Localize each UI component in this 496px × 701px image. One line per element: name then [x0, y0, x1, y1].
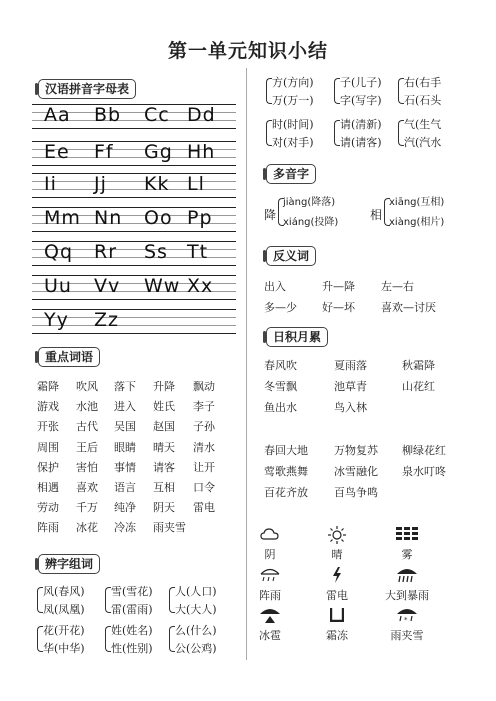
cloud-icon — [253, 526, 287, 545]
group-word: 人(人口) — [175, 585, 217, 598]
key-word: 晴天 — [153, 440, 175, 454]
polyphone-char: 相 — [370, 208, 383, 222]
letter-pair: Xx — [187, 275, 214, 297]
letter-pair: Jj — [94, 173, 107, 195]
group-word: 姓(姓名) — [111, 624, 153, 637]
letter-pair: Gg — [144, 141, 173, 163]
alphabet-row — [32, 173, 236, 197]
key-word: 飘动 — [193, 380, 215, 393]
verse-phrase: 春风吹 — [264, 359, 297, 372]
letter-pair: Ss — [144, 241, 168, 263]
column-divider — [246, 68, 247, 660]
key-word: 吹风 — [76, 380, 98, 393]
verse-phrase: 秋霜降 — [402, 359, 435, 372]
weather-label: 阴 — [264, 548, 276, 561]
weather-label: 晴 — [331, 548, 343, 561]
polyphone-reading: xiáng(投降) — [283, 217, 339, 228]
key-word: 开张 — [37, 420, 59, 434]
key-word: 升降 — [153, 380, 175, 393]
frost-icon — [320, 607, 354, 626]
polyphone-reading: jiàng(降落) — [283, 197, 336, 208]
letter-pair: Hh — [187, 141, 216, 163]
letter-pair: Vv — [94, 275, 121, 297]
alphabet-row — [32, 275, 236, 299]
group-word: 万(万一) — [272, 94, 314, 107]
guide-line — [32, 299, 236, 300]
lightning-icon — [320, 567, 354, 587]
key-word: 姓氏 — [153, 400, 175, 414]
guide-line — [32, 231, 236, 232]
letter-pair: Oo — [144, 207, 173, 229]
weather-label: 霜冻 — [326, 629, 348, 642]
group-word: 时(时间) — [272, 118, 314, 131]
group-word: 右(右手 — [404, 76, 442, 89]
letter-pair: Ff — [94, 141, 114, 163]
group-word: 大(大人) — [175, 603, 217, 616]
verse-phrase: 山花红 — [402, 380, 435, 393]
group-word: 方(方向) — [272, 76, 314, 89]
key-word: 古代 — [76, 420, 98, 434]
sun-icon — [320, 526, 354, 548]
key-word: 语言 — [114, 481, 136, 494]
antonym-pair: 好—坏 — [322, 301, 355, 314]
alphabet-row — [32, 309, 236, 333]
letter-pair: Ee — [44, 141, 70, 163]
key-word: 让开 — [193, 460, 215, 474]
key-word: 保护 — [37, 460, 59, 474]
guide-line — [32, 165, 236, 166]
key-word: 千万 — [76, 501, 98, 515]
key-word: 赵国 — [153, 420, 175, 434]
antonym-pair: 升—降 — [322, 280, 355, 293]
antonym-pair: 多—少 — [264, 301, 297, 314]
key-word: 进入 — [114, 400, 136, 414]
alphabet-row — [32, 141, 236, 165]
key-word: 请客 — [153, 460, 175, 474]
letter-pair: Nn — [94, 207, 123, 229]
letter-pair: Zz — [94, 309, 119, 331]
heavy-rain-icon — [390, 567, 424, 587]
fog-icon — [390, 526, 424, 545]
verse-phrase: 万物复苏 — [334, 444, 378, 457]
letter-pair: Bb — [94, 104, 122, 126]
group-word: 公(公鸡) — [175, 642, 217, 655]
group-word: 请(清新) — [340, 118, 382, 131]
letter-pair: Ii — [44, 173, 57, 195]
antonym-pair: 出入 — [264, 280, 286, 293]
verse-phrase: 柳绿花红 — [402, 444, 446, 457]
key-word: 纯净 — [114, 501, 136, 515]
group-word: 风(春风) — [43, 585, 85, 598]
group-word: 字(写字) — [340, 94, 382, 107]
letter-pair: Pp — [187, 207, 213, 229]
group-word: 请(请客) — [340, 136, 382, 149]
section-word-groups-header: 辨字组词 — [38, 554, 100, 574]
verse-phrase: 泉水叮咚 — [402, 465, 446, 478]
verse-phrase: 冬雪飘 — [264, 380, 297, 393]
key-word: 王后 — [76, 440, 98, 454]
key-word: 喜欢 — [76, 481, 98, 494]
letter-pair: Kk — [144, 173, 170, 195]
verse-phrase: 春回大地 — [264, 444, 308, 457]
group-word: 花(开花) — [43, 624, 85, 637]
guide-line — [32, 181, 236, 182]
weather-label: 雾 — [401, 548, 413, 561]
key-word: 落下 — [114, 380, 136, 393]
key-word: 周围 — [37, 440, 59, 454]
alphabet-row — [32, 207, 236, 231]
key-word: 相遇 — [37, 481, 59, 494]
verse-phrase: 冰雪融化 — [334, 465, 378, 478]
letter-pair: Qq — [44, 241, 74, 263]
group-word: 子(儿子) — [340, 76, 382, 89]
key-word: 事情 — [114, 460, 136, 474]
key-word: 雷电 — [193, 501, 215, 515]
key-word: 害怕 — [76, 460, 98, 474]
section-antonyms-header: 反义词 — [266, 246, 316, 266]
section-daily-header: 日积月累 — [266, 327, 328, 347]
weather-label: 阵雨 — [259, 589, 281, 602]
alphabet-row — [32, 104, 236, 128]
letter-pair: Rr — [94, 241, 118, 263]
hail-icon — [253, 607, 287, 627]
guide-line — [32, 265, 236, 266]
group-word: 么(什么) — [175, 624, 217, 637]
key-word: 游戏 — [37, 400, 59, 414]
letter-pair: Ll — [187, 173, 205, 195]
letter-pair: Yy — [44, 309, 69, 331]
key-word: 阴天 — [153, 501, 175, 515]
group-word: 对(对手) — [272, 136, 314, 149]
weather-label: 大到暴雨 — [385, 589, 429, 602]
key-word: 李子 — [193, 400, 215, 414]
key-word: 雨夹雪 — [153, 521, 186, 535]
key-word: 冷冻 — [114, 521, 136, 535]
antonym-pair: 喜欢—讨厌 — [381, 301, 436, 314]
guide-line — [32, 128, 236, 129]
page-title: 第一单元知识小结 — [167, 40, 328, 62]
letter-pair: Ww — [144, 275, 181, 297]
shower-icon — [253, 567, 287, 587]
letter-pair: Mm — [44, 207, 81, 229]
group-word: 凤(凤凰) — [43, 603, 85, 616]
weather-label: 雨夹雪 — [390, 629, 424, 642]
key-word: 吴国 — [114, 420, 136, 434]
antonym-pair: 左—右 — [381, 280, 414, 293]
letter-pair: Aa — [44, 104, 71, 126]
letter-pair: Uu — [44, 275, 72, 297]
key-word: 口令 — [193, 481, 215, 494]
key-word: 眼睛 — [114, 440, 136, 454]
verse-phrase: 百花齐放 — [264, 486, 308, 499]
alphabet-row — [32, 241, 236, 265]
letter-pair: Cc — [144, 104, 170, 126]
guide-line — [32, 173, 236, 174]
polyphone-reading: xiāng(互相) — [389, 197, 445, 208]
verse-phrase: 鸟入林 — [334, 401, 367, 414]
section-pinyin-header: 汉语拼音字母表 — [38, 79, 136, 99]
verse-phrase: 池草青 — [334, 380, 367, 393]
key-word: 清水 — [193, 440, 215, 454]
group-word: 雪(雪花) — [111, 585, 153, 598]
group-word: 石(石头 — [404, 94, 442, 107]
group-word: 雷(雷雨) — [111, 603, 153, 616]
verse-phrase: 夏雨落 — [334, 359, 367, 372]
group-word: 性(性别) — [111, 642, 153, 655]
guide-line — [32, 197, 236, 198]
letter-pair: Tt — [187, 241, 209, 263]
group-word: 华(中华) — [43, 642, 85, 655]
group-word: 气(生气 — [404, 118, 442, 131]
key-word: 劳动 — [37, 501, 59, 515]
verse-phrase: 百鸟争鸣 — [334, 486, 378, 499]
verse-phrase: 莺歌燕舞 — [264, 465, 308, 478]
polyphone-char: 降 — [264, 208, 277, 222]
guide-line — [32, 333, 236, 334]
key-word: 水池 — [76, 400, 98, 414]
polyphone-reading: xiàng(相片) — [389, 217, 445, 228]
guide-line — [32, 189, 236, 190]
section-key-words-header: 重点词语 — [38, 347, 100, 367]
weather-label: 冰雹 — [259, 629, 281, 642]
weather-label: 雷电 — [326, 589, 348, 602]
sleet-icon — [390, 607, 424, 627]
key-word: 子孙 — [193, 420, 215, 434]
verse-phrase: 鱼出水 — [264, 401, 297, 414]
group-word: 汽(汽水 — [404, 136, 442, 149]
key-word: 冰花 — [76, 521, 98, 535]
key-word: 阵雨 — [37, 521, 59, 535]
key-word: 霜降 — [37, 380, 59, 393]
letter-pair: Dd — [187, 104, 216, 126]
svg-text:*: * — [404, 616, 408, 623]
section-polyphones-header: 多音字 — [266, 164, 316, 184]
key-word: 互相 — [153, 481, 175, 494]
